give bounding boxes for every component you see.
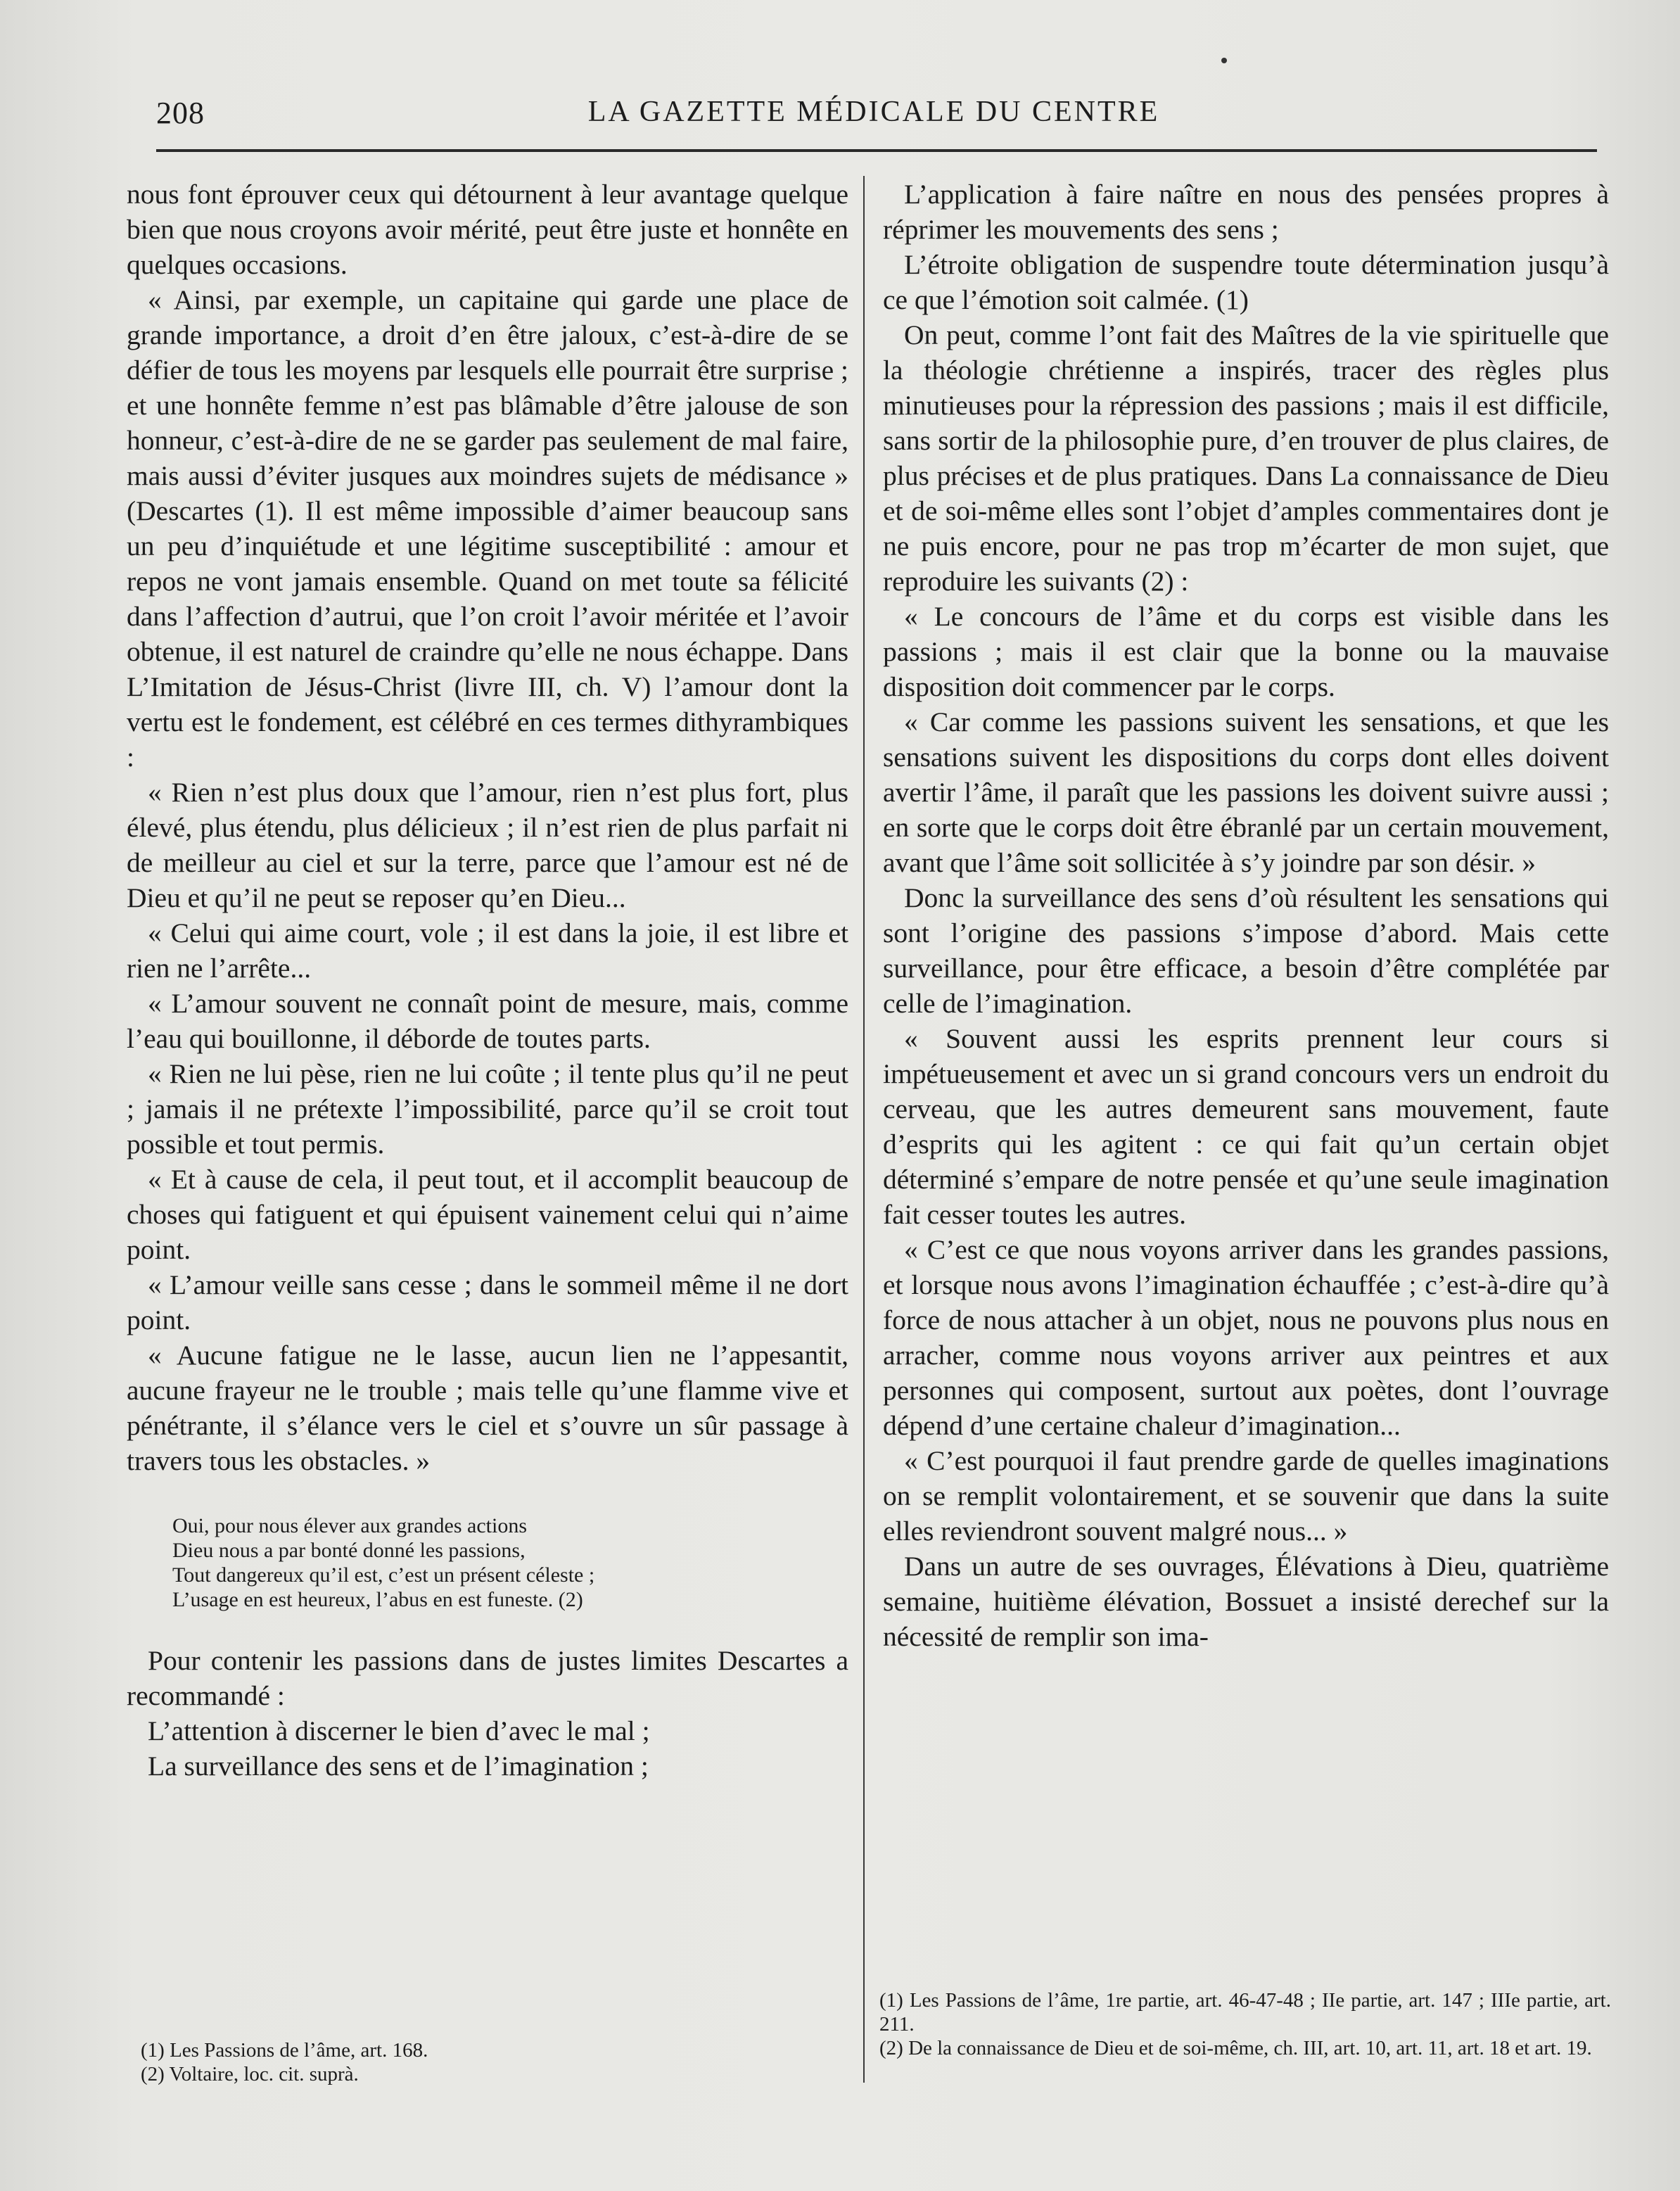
paragraph: L’application à faire naître en nous des pensées propres à réprimer les mouvements des sens ; (883, 179, 1609, 245)
verse-line: Tout dangereux qu’il est, c’est un présent céleste ; (172, 1563, 595, 1587)
paragraph: « Rien n’est plus doux que l’amour, rien n’est plus fort, plus élevé, plus étendu, plus délicieux ; il n’est rien de plus parfait ni de meilleur au ciel et sur la terre, parce que l’amour est né de Dieu et qu’il ne peut se reposer qu’en Dieu... (127, 777, 848, 913)
paragraph: Pour contenir les passions dans de justes limites Descartes a recommandé : (127, 1645, 848, 1711)
footnote: (1) Les Passions de l’âme, 1re partie, art. 46-47-48 ; IIe partie, art. 147 ; IIIe partie, art. 211. (879, 1989, 1611, 2036)
verse-line: Dieu nous a par bonté donné les passions, (172, 1539, 526, 1562)
paragraph: « L’amour souvent ne connaît point de mesure, mais, comme l’eau qui bouillonne, il déborde de toutes parts. (127, 988, 848, 1054)
paragraph: « Souvent aussi les esprits prennent leur cours si impétueusement et avec un si grand concours vers un endroit du cerveau, que les autres demeurent sans mouvement, faute d’esprits qui les agitent : ce qui fait qu’un certain objet déterminé s’empare de notre pensée et qu’une seule imagination fait cesser toutes les autres. (883, 1023, 1609, 1230)
right-footnotes (879, 1988, 1611, 2060)
paragraph: « C’est pourquoi il faut prendre garde de quelles imaginations on se remplit volontairement, et se souvenir que dans la suite elles reviendront souvent malgré nous... » (883, 1445, 1609, 1547)
paragraph: nous font éprouver ceux qui détournent à leur avantage quelque bien que nous croyons avoir mérité, peut être juste et honnête en quelques occasions. (127, 179, 848, 280)
list-item: La surveillance des sens et de l’imagination ; (148, 1751, 649, 1782)
page-number: 208 (156, 96, 205, 130)
paragraph: « Car comme les passions suivent les sensations, et que les sensations suivent les dispositions du corps dont elles doivent avertir l’âme, il paraît que les passions les doivent suivre aussi ; en sorte que le corps doit être ébranlé par un certain mouvement, avant que l’âme soit sollicitée à s’y joindre par son désir. » (883, 706, 1609, 878)
running-title: LA GAZETTE MÉDICALE DU CENTRE (587, 96, 1160, 128)
page-header (156, 95, 1591, 144)
paragraph: L’étroite obligation de suspendre toute détermination jusqu’à ce que l’émotion soit calmée. (1) (883, 249, 1609, 315)
paragraph: « Le concours de l’âme et du corps est visible dans les passions ; mais il est clair que la bonne ou la mauvaise disposition doit commencer par le corps. (883, 601, 1609, 702)
paragraph: On peut, comme l’ont fait des Maîtres de la vie spirituelle que la théologie chrétienne a inspirés, tracer des règles plus minutieuses pour la répression des passions ; mais il est difficile, sans sortir de la philosophie pure, d’en trouver de plus claires, de plus précises et de plus pratiques. Dans La connaissance de Dieu et de soi-même elles sont l’objet d’amples commentaires dont je ne puis encore, pour ne pas trop m’écarter de mon sujet, que reproduire les suivants (2) : (883, 319, 1609, 597)
right-column (883, 177, 1609, 1654)
list-item: L’attention à discerner le bien d’avec le mal ; (148, 1715, 650, 1746)
left-column (127, 177, 848, 1784)
footnote: (2) De la connaissance de Dieu et de soi-même, ch. III, art. 10, art. 11, art. 18 et art. 19. (879, 2037, 1592, 2059)
header-rule (156, 149, 1597, 152)
paragraph: « Celui qui aime court, vole ; il est dans la joie, il est libre et rien ne l’arrête... (127, 917, 848, 984)
verse-quote (127, 1513, 848, 1612)
paragraph: « Et à cause de cela, il peut tout, et il accomplit beaucoup de choses qui fatiguent et qui épuisent vainement celui qui n’aime point. (127, 1164, 848, 1265)
ink-dot (1221, 58, 1227, 63)
column-rule (863, 176, 865, 2083)
paragraph: « L’amour veille sans cesse ; dans le sommeil même il ne dort point. (127, 1269, 848, 1335)
footnote: (1) Les Passions de l’âme, art. 168. (141, 2039, 428, 2062)
paragraph: « Aucune fatigue ne le lasse, aucun lien ne l’appesantit, aucune frayeur ne le trouble ; mais telle qu’une flamme vive et pénétrante, il s’élance vers le ciel et s’ouvre un sûr passage à travers tous les obstacles. » (127, 1340, 848, 1476)
paragraph: « Rien ne lui pèse, rien ne lui coûte ; il tente plus qu’il ne peut ; jamais il ne prétexte l’impossibilité, parce qu’il se croit tout possible et tout permis. (127, 1058, 848, 1160)
paragraph: Donc la surveillance des sens d’où résultent les sensations qui sont l’origine des passions s’impose d’abord. Mais cette surveillance, pour être efficace, a besoin d’être complétée par celle de l’imagination. (883, 882, 1609, 1019)
verse-line: Oui, pour nous élever aux grandes actions (172, 1514, 528, 1537)
footnote: (2) Voltaire, loc. cit. suprà. (141, 2063, 359, 2085)
verse-line: L’usage en est heureux, l’abus en est funeste. (2) (172, 1588, 583, 1611)
paragraph: Dans un autre de ses ouvrages, Élévations à Dieu, quatrième semaine, huitième élévation, Bossuet a insisté derechef sur la nécessité de remplir son ima- (883, 1551, 1609, 1652)
left-footnotes (141, 2038, 844, 2086)
paragraph: « Ainsi, par exemple, un capitaine qui garde une place de grande importance, a droit d’en être jaloux, c’est-à-dire de se défier de tous les moyens par lesquels elle pourrait être surprise ; et une honnête femme n’est pas blâmable d’être jalouse de son honneur, c’est-à-dire de ne se garder pas seulement de mal faire, mais aussi d’éviter jusques aux moindres sujets de médisance » (Descartes (1). Il est même impossible d’aimer beaucoup sans un peu d’inquiétude et une légitime susceptibilité : amour et repos ne vont jamais ensemble. Quand on met toute sa félicité dans l’affection d’autrui, que l’on croit l’avoir méritée et l’avoir obtenue, il est naturel de craindre qu’elle ne nous échappe. Dans L’Imitation de Jésus-Christ (livre III, ch. V) l’amour dont la vertu est le fondement, est célébré en ces termes dithyrambiques : (127, 284, 848, 773)
paragraph: « C’est ce que nous voyons arriver dans les grandes passions, et lorsque nous avons l’imagination échauffée ; c’est-à-dire qu’à force de nous attacher à un objet, nous ne pouvons plus nous en arracher, comme nous voyons arriver aux peintres et aux personnes qui composent, surtout aux poètes, dont l’ouvrage dépend d’une certaine chaleur d’imagination... (883, 1234, 1609, 1441)
